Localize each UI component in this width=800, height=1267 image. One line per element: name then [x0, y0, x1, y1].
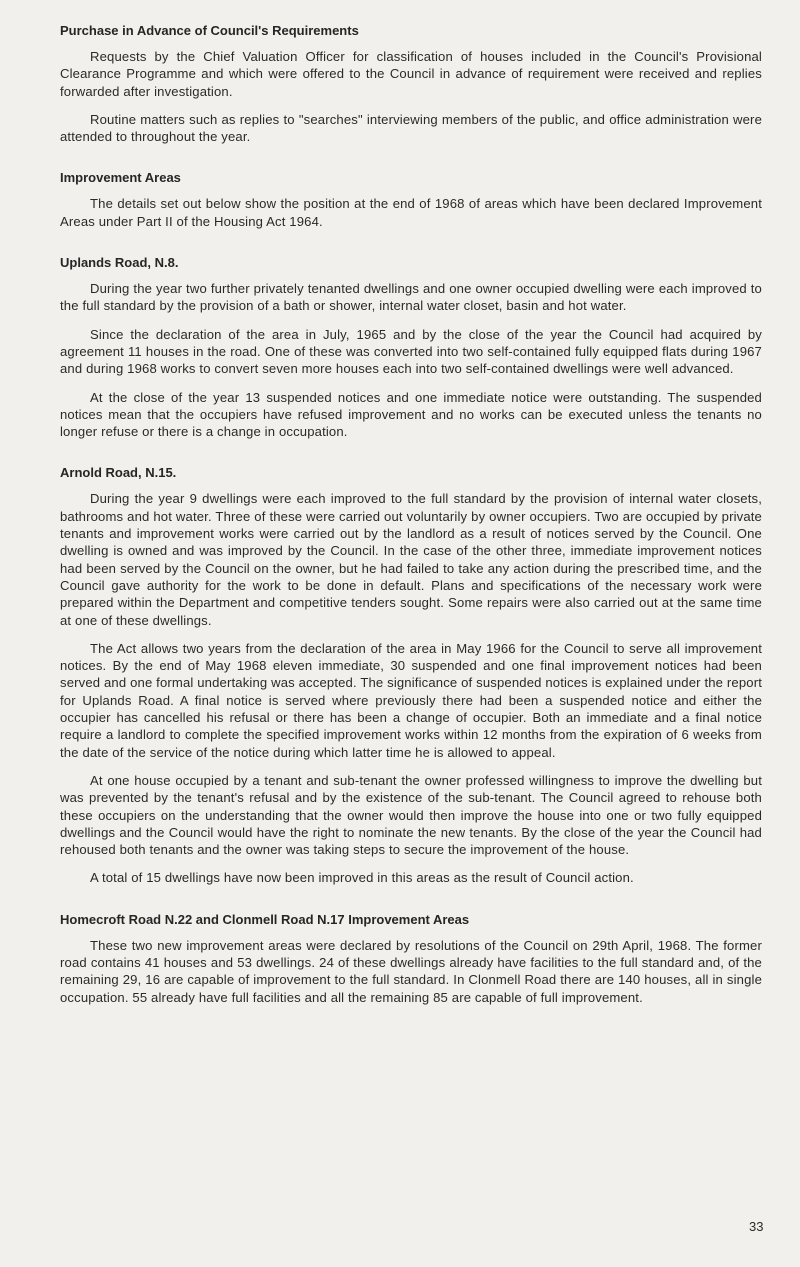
section-homecroft-clonmell [60, 911, 762, 1006]
paragraph: At the close of the year 13 suspended notices and one immediate notice were outstanding. The suspended notices mean that the occupiers have refused improvement and no works can be executed unless the tenants no longer refuse or there is a change in occupation. [60, 389, 762, 440]
section-improvement-areas [60, 169, 762, 230]
section-heading: Uplands Road, N.8. [60, 255, 179, 271]
section-uplands-road [60, 254, 762, 440]
section-heading: Arnold Road, N.15. [60, 465, 177, 481]
paragraph: At one house occupied by a tenant and sub-tenant the owner professed willingness to improve the dwelling but was prevented by the tenant's refusal and by the existence of the sub-tenant. The Council agreed to rehouse both these occupiers on the understanding that the owner would then improve the house into one or two fully equipped dwellings and the Council would have the right to nominate the new tenants. By the close of the year the Council had rehoused both tenants and the owner was taking steps to secure the improvement of the house. [60, 772, 762, 858]
paragraph: Requests by the Chief Valuation Officer for classification of houses included in the Council's Provisional Clearance Programme and which were offered to the Council in advance of requirement were received and replies forwarded after investigation. [60, 49, 762, 99]
section-purchase-in-advance [60, 22, 762, 145]
paragraph: A total of 15 dwellings have now been improved in this areas as the result of Council action. [90, 870, 634, 886]
section-heading: Homecroft Road N.22 and Clonmell Road N.17 Improvement Areas [60, 911, 470, 927]
section-arnold-road [60, 464, 762, 886]
paragraph: These two new improvement areas were declared by resolutions of the Council on 29th April, 1968. The former road contains 41 houses and 53 dwellings. 24 of these dwellings already have facilities to the full standard and, of the remaining 29, 16 are capable of improvement to the full standard. In Clonmell Road there are 140 houses, all in single occupation. 55 already have full facilities and all the remaining 85 are capable of full improvement. [60, 937, 762, 1005]
page-number: 33 [749, 1219, 764, 1234]
section-heading: Purchase in Advance of Council's Requirements [60, 23, 359, 38]
paragraph: Since the declaration of the area in July, 1965 and by the close of the year the Council had acquired by agreement 11 houses in the road. One of these was converted into two self-contained fully equipped flats during 1967 and during 1968 works to convert seven more houses each into two self-contained dwellings were well advanced. [60, 326, 762, 377]
section-heading: Improvement Areas [60, 170, 181, 186]
paragraph: During the year 9 dwellings were each improved to the full standard by the provision of internal water closets, bathrooms and hot water. Three of these were carried out voluntarily by owner occupiers. Two are occupied by private tenants and improvement works were carried out by the landlord as a result of notices served by the Council. One dwelling is owned and was improved by the Council. In the case of the other three, immediate improvement notices had been served by the Council on the owner, but he had failed to take any action during the prescribed time, and the Council gave authority for the work to be done in default. Plans and specifications of the necessary work were prepared within the Department and competitive tenders sought. Some repairs were also carried out at the same time at one of these dwellings. [60, 491, 762, 628]
paragraph: The details set out below show the position at the end of 1968 of areas which have been declared Improvement Areas under Part II of the Housing Act 1964. [60, 196, 762, 229]
paragraph: During the year two further privately tenanted dwellings and one owner occupied dwelling were each improved to the full standard by the provision of a bath or shower, internal water closet, basin and hot water. [60, 281, 762, 314]
paragraph: The Act allows two years from the declaration of the area in May 1966 for the Council to serve all improvement notices. By the end of May 1968 eleven immediate, 30 suspended and one final improvement notices had been served and one formal undertaking was accepted. The significance of suspended notices is explained under the report for Uplands Road. A final notice is served where previously there had been a suspended notice and either the occupier has cancelled his refusal or there has been a change of occupier. Both an immediate and a final notice require a landlord to complete the specified improvement works within 12 months from the expiration of 6 weeks from the date of the service of the notice during which latter time he is allowed to appeal. [60, 640, 762, 760]
paragraph: Routine matters such as replies to "searches" interviewing members of the public, and office administration were attended to throughout the year. [60, 111, 762, 145]
